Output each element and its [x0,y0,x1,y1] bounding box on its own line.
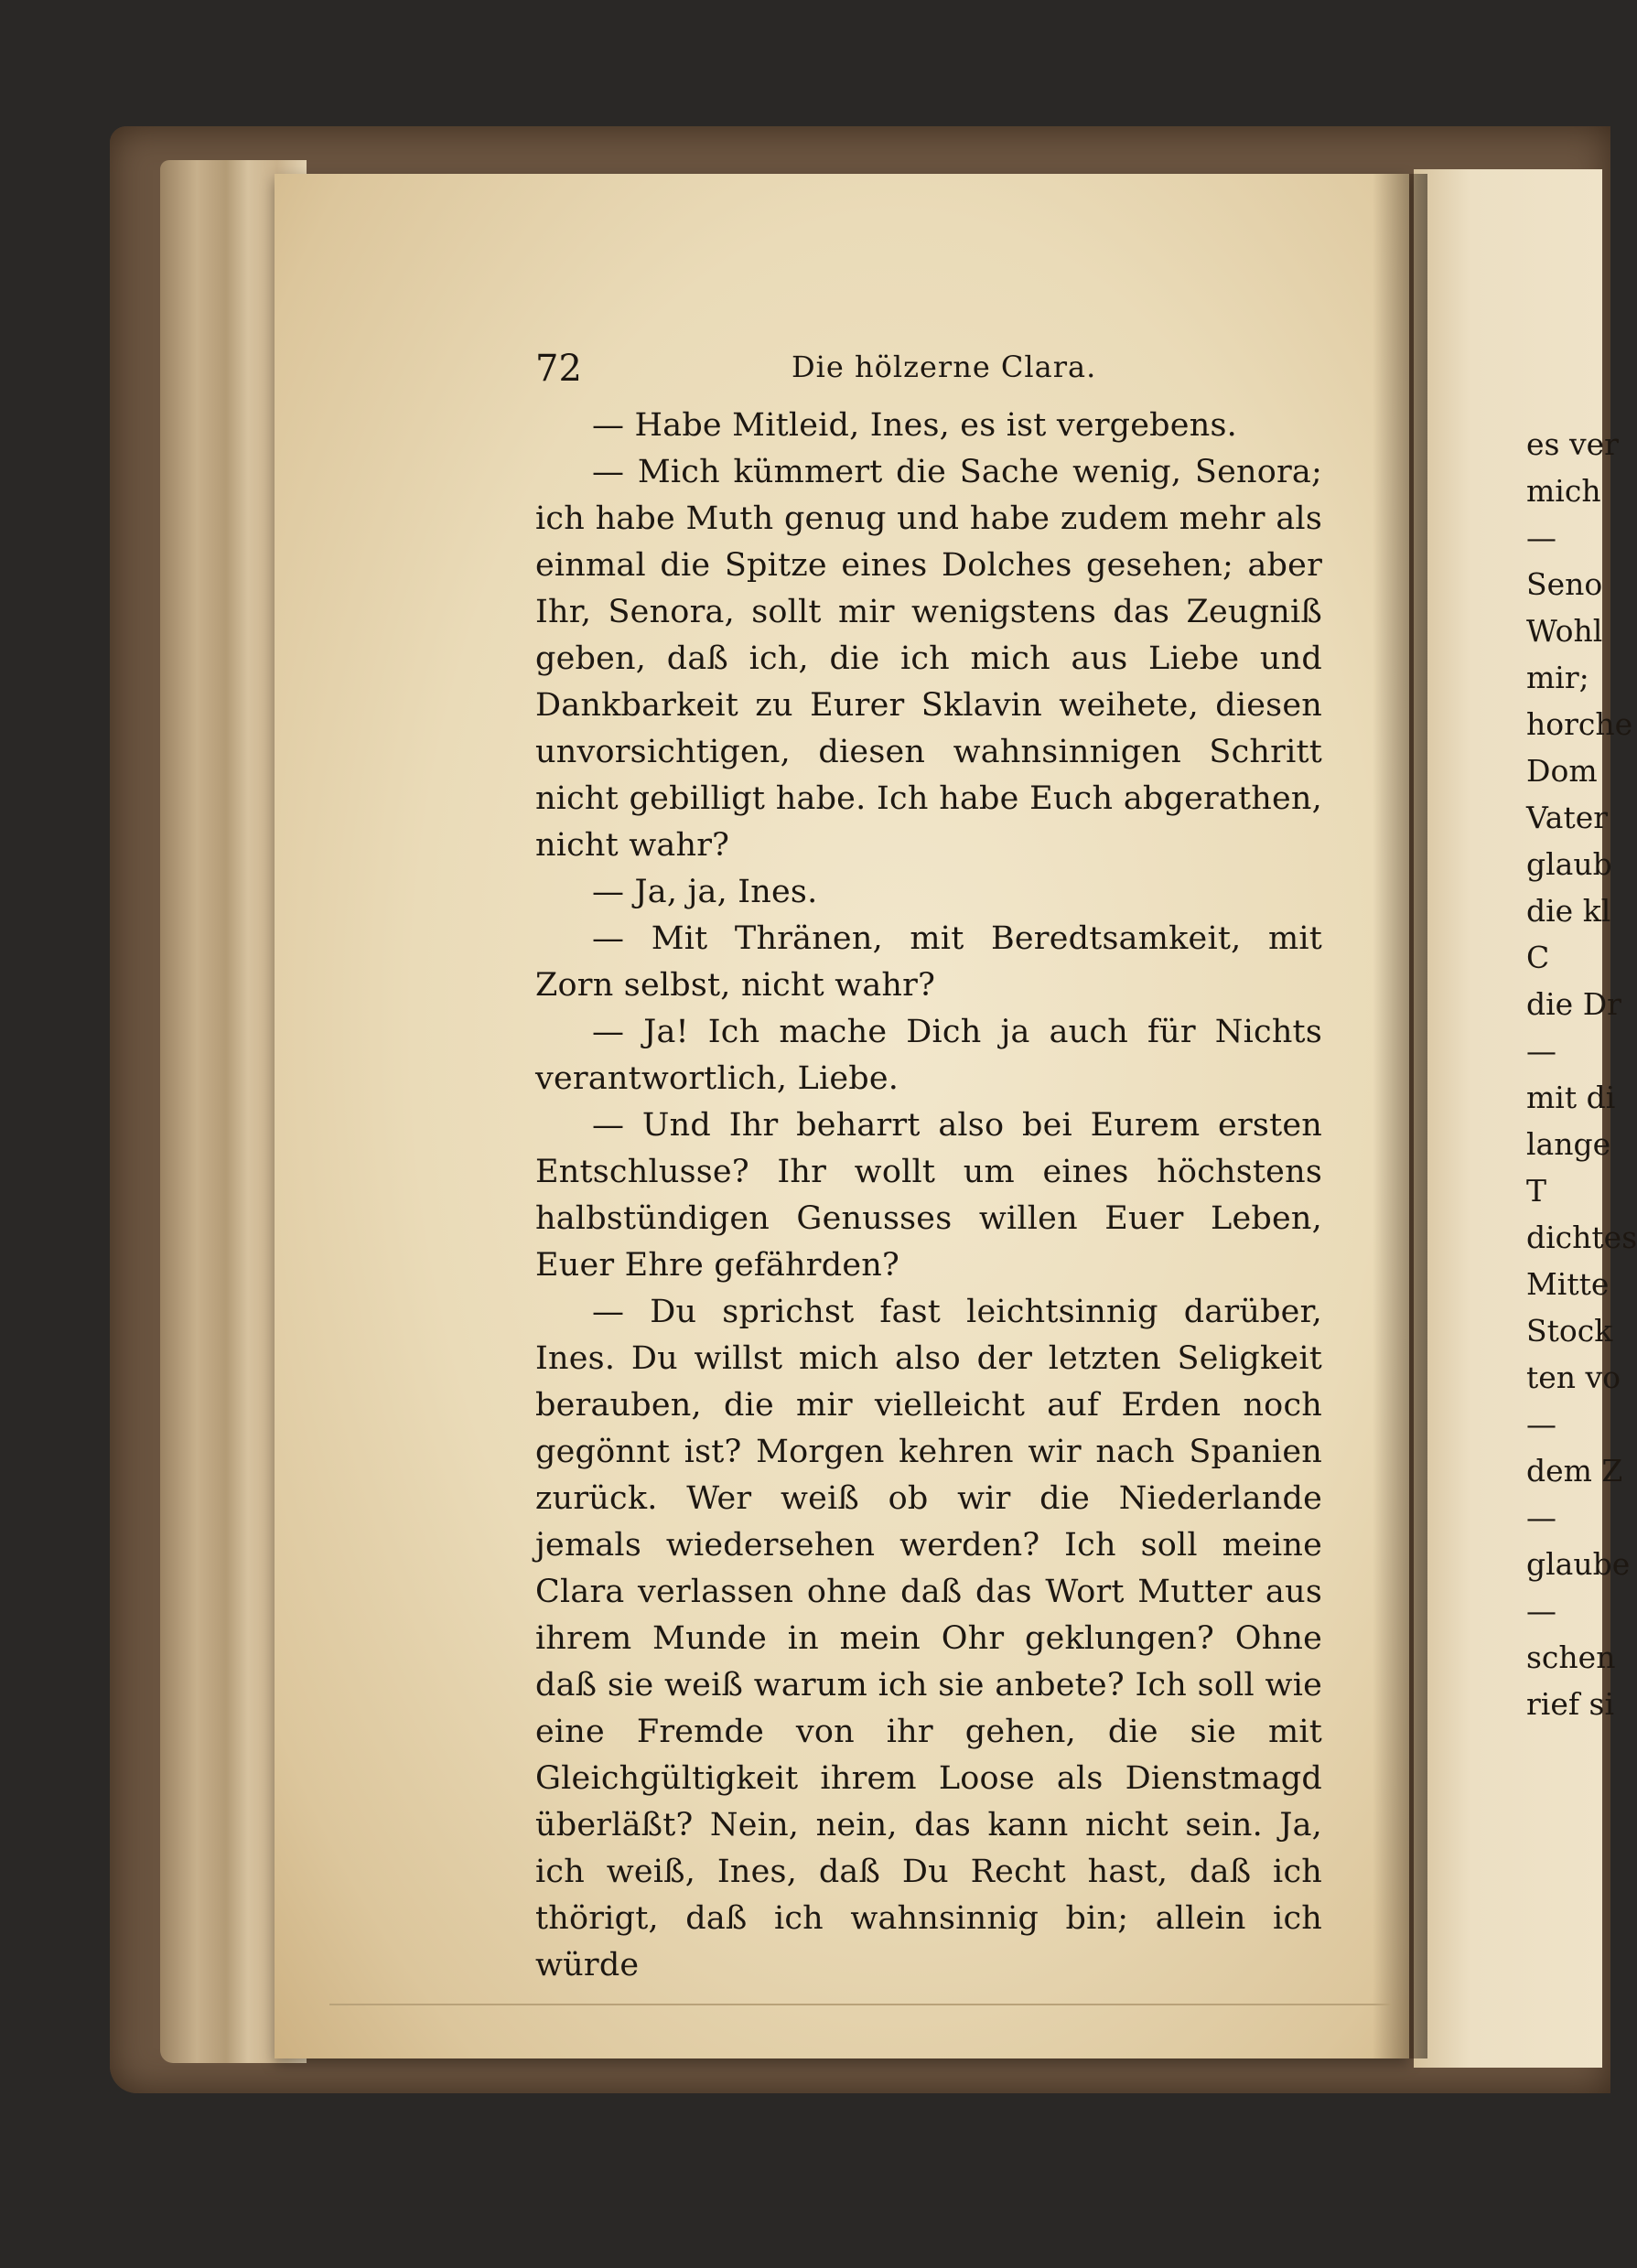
page-header [535,339,1322,403]
paragraph: — Mit Thränen, mit Beredtsamkeit, mit Zorn selbst, nicht wahr? [535,920,1322,1004]
right-page-line: Stock [1526,1313,1613,1349]
left-page-text [535,339,1322,1989]
paragraph: — Mich kümmert die Sache wenig, Senora; ich habe Muth genug und habe zudem mehr als einmal die Spitze eines Dolches gesehen; aber Ihr, Senora, sollt mir wenigstens das Zeugniß geben, daß ich, die ich mich aus Liebe und Dankbarkeit zu Eurer Sklavin weihete, diesen unvorsichtigen, diesen wahnsinnigen Schritt nicht gebilligt habe. Ich habe Euch abgerathen, nicht wahr? [535,454,1322,864]
right-page-line: horche [1526,706,1633,742]
running-title: Die hölzerne Clara. [792,349,1097,384]
right-page-line: es ver [1526,426,1619,462]
right-page-line: ten vo [1526,1360,1621,1395]
right-page-line: — [1526,1593,1556,1628]
page-fold-line [329,2004,1391,2005]
right-page-line: die Dr [1526,986,1621,1022]
page-number: 72 [535,348,582,390]
right-page-line: Mitte [1526,1266,1610,1302]
right-page-line: — [1526,1499,1556,1535]
right-page-line: Dom [1526,753,1598,789]
paragraph: — Und Ihr beharrt also bei Eurem ersten Entschlusse? Ihr wollt um eines höchstens halbstündigen Genusses willen Euer Leben, Euer Ehre gefährden? [535,1107,1322,1284]
right-page-line: — [1526,1406,1556,1442]
paragraph: — Habe Mitleid, Ines, es ist vergebens. [592,407,1237,444]
right-page-line: — [1526,520,1556,555]
right-page-line: T [1526,1173,1547,1209]
right-page-line: C [1526,940,1550,975]
right-page-line: die kl [1526,893,1611,929]
right-page-line: glaub [1526,846,1612,882]
book-gutter [1373,174,1427,2058]
right-page-line: — [1526,1033,1556,1069]
right-page-line: Wohl [1526,613,1603,649]
right-page-line: schen [1526,1639,1616,1675]
right-page-line: glaube [1526,1546,1631,1582]
right-page-line: dem Z [1526,1453,1623,1489]
right-page-line: rief si [1526,1686,1615,1722]
paragraph: — Ja, ja, Ines. [592,874,818,910]
right-page-line: mich [1526,473,1601,509]
right-page-line: Vater [1526,800,1609,835]
right-page-line: dichtes [1526,1220,1637,1255]
right-page-line: lange [1526,1126,1611,1162]
right-page-line: mir; [1526,660,1589,695]
paragraph: — Ja! Ich mache Dich ja auch für Nichts verantwortlich, Liebe. [535,1014,1322,1097]
right-page-text-fragment [1526,421,1637,1727]
right-page-line: Seno [1526,566,1603,602]
paragraph: — Du sprichst fast leichtsinnig darüber, Ines. Du willst mich also der letzten Seligkeit berauben, die mir vielleicht auf Erden noch gegönnt ist? Morgen kehren wir nach Spanien zurück. Wer weiß ob wir die Niederlande jemals wiedersehen werden? Ich soll meine Clara verlassen ohne daß das Wort Mutter aus ihrem Munde in mein Ohr geklungen? Ohne daß sie weiß warum ich sie anbete? Ich soll wie eine Fremde von ihr gehen, die sie mit Gleichgültigkeit ihrem Loose als Dienstmagd überläßt? Nein, nein, das kann nicht sein. Ja, ich weiß, Ines, daß Du Recht hast, daß ich thörigt, daß ich wahnsinnig bin; allein ich würde [535,1294,1322,1983]
right-page-line: mit di [1526,1080,1616,1115]
